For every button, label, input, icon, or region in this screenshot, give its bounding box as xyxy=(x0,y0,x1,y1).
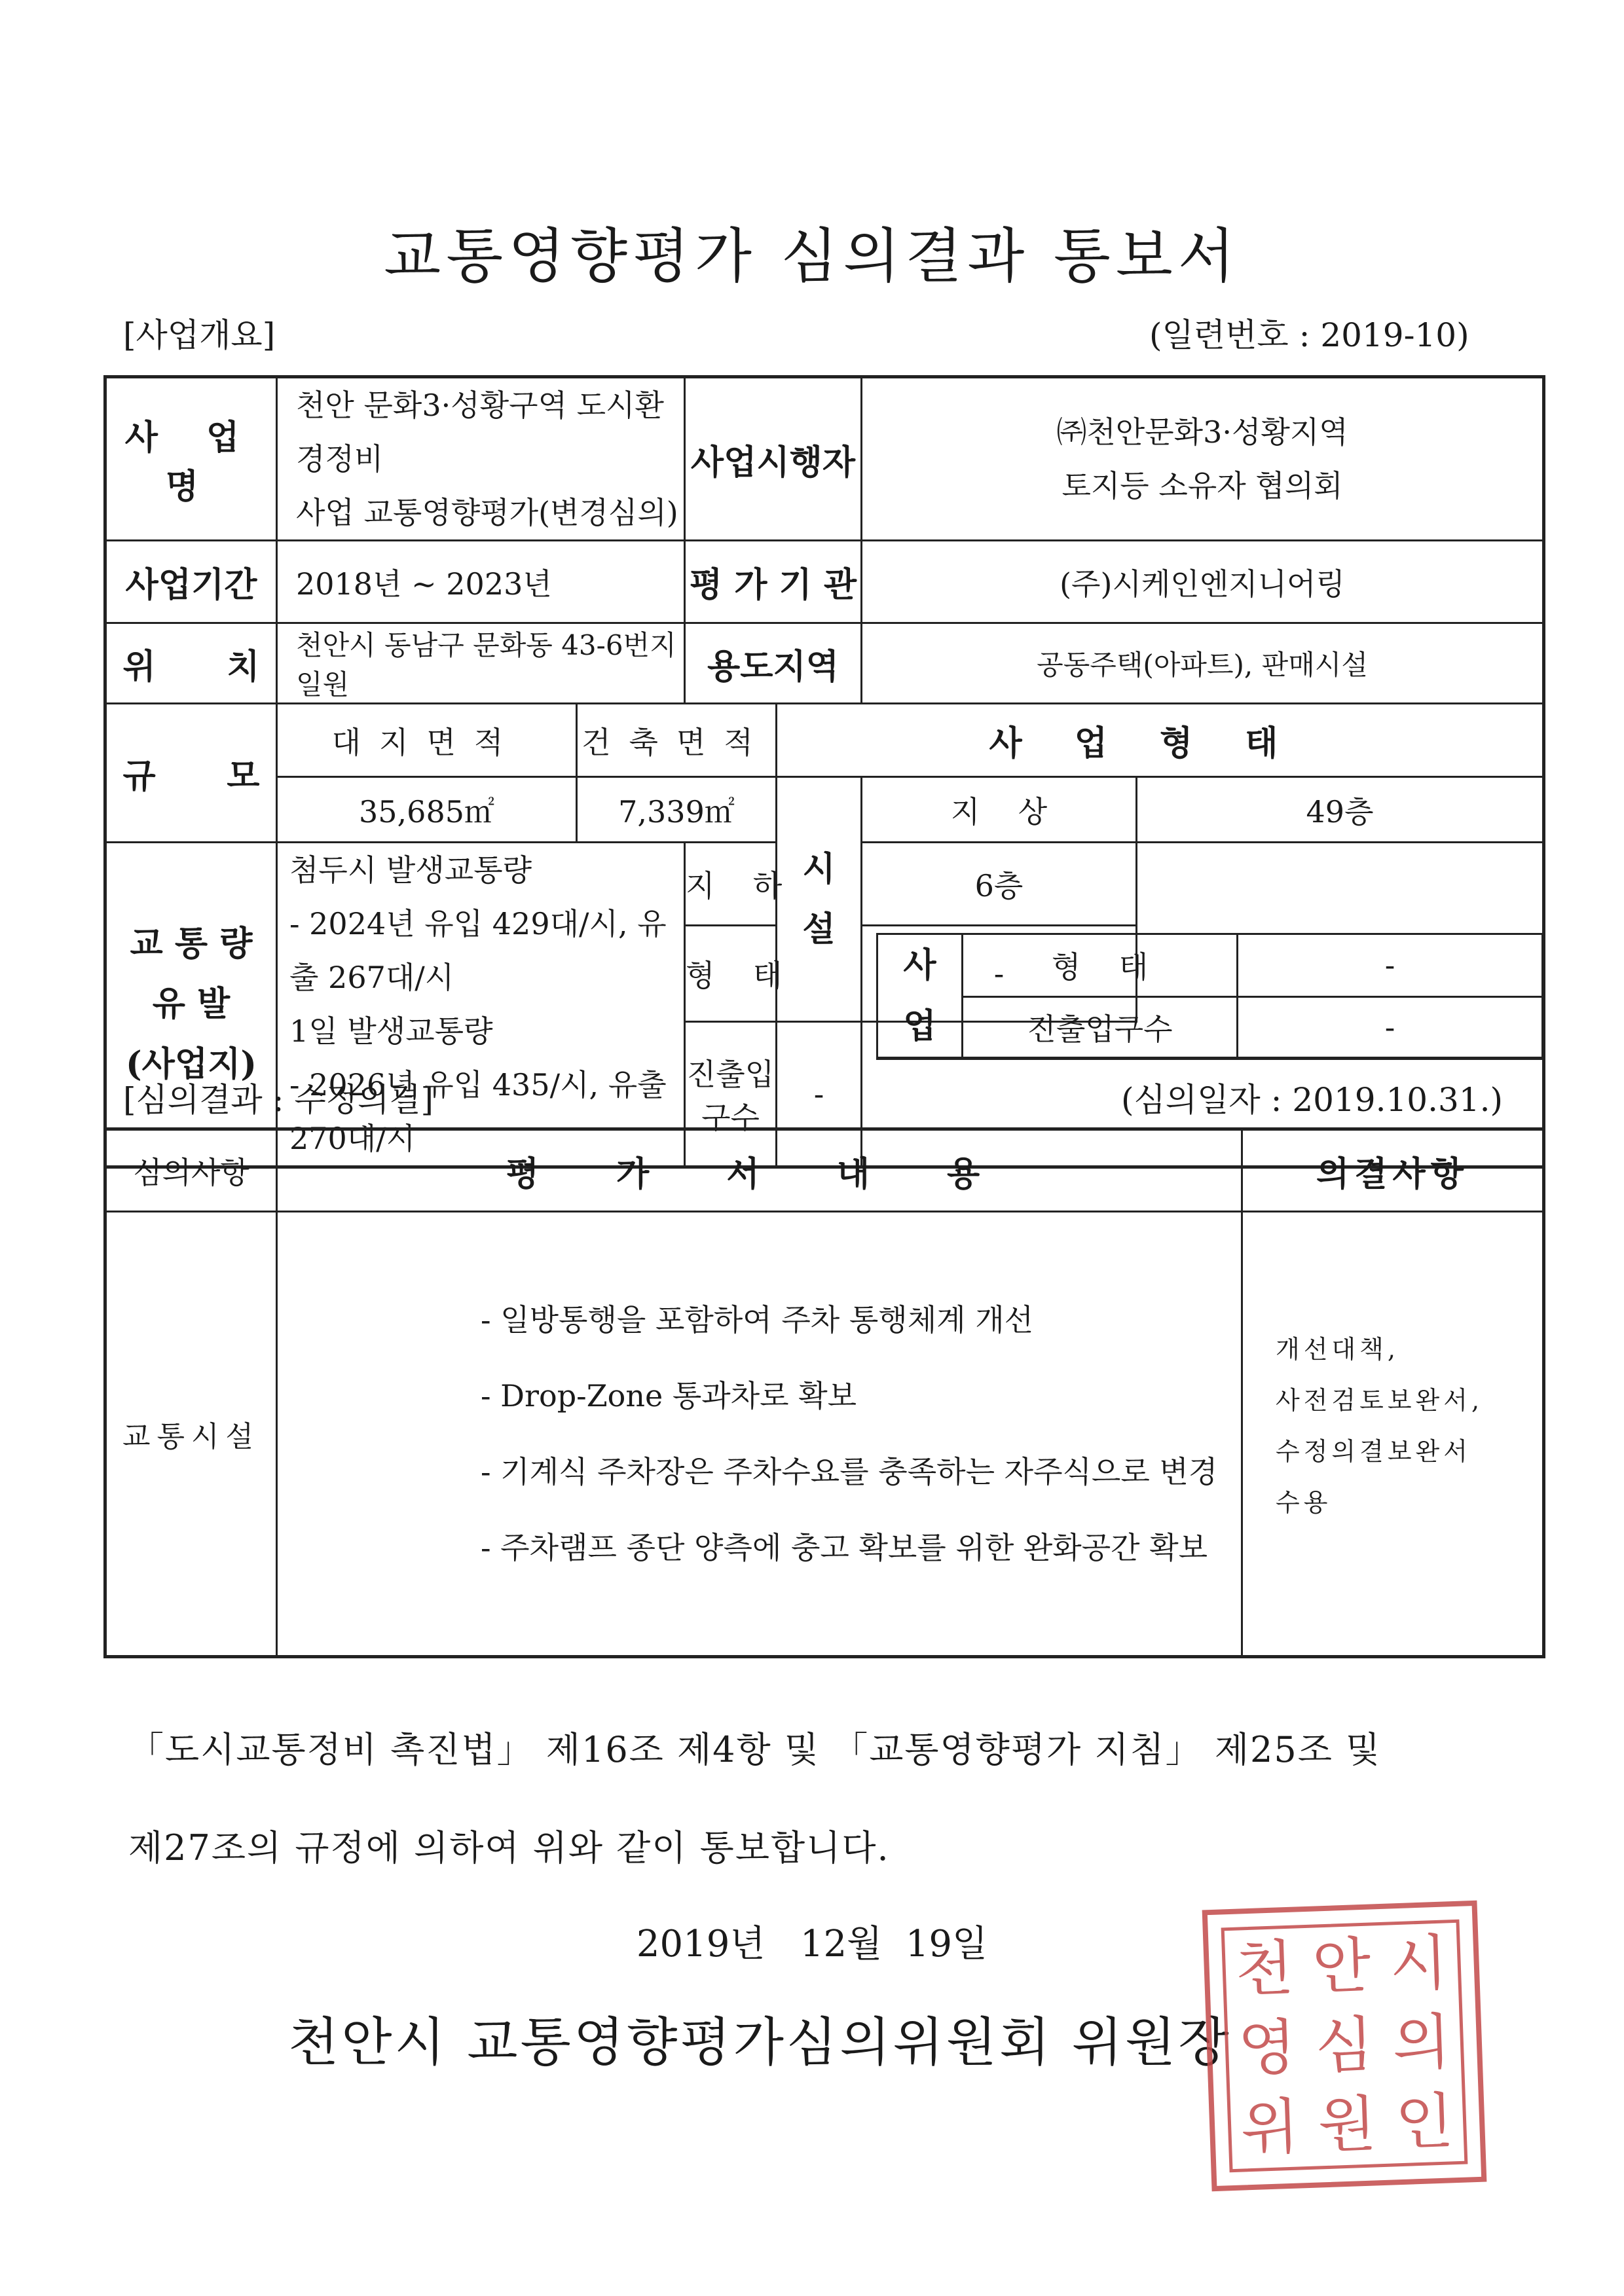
traffic-label-line: (사업지) xyxy=(126,1044,257,1084)
traffic-line: 첨두시 발생교통량 xyxy=(289,852,532,888)
project-name-line-1: 천안 문화3·성황구역 도시환경정비 xyxy=(296,388,664,477)
review-content-line: - 기계식 주차장은 주차수요를 충족하는 자주식으로 변경 xyxy=(481,1454,1218,1489)
traffic-line: - 2024년 유입 429대/시, 유출 267대/시 xyxy=(289,906,667,995)
result-line: 개선대책, xyxy=(1276,1335,1399,1364)
business-block xyxy=(876,933,1545,1060)
notice-date: 2019년 12월 19일 xyxy=(636,1923,988,1965)
scale-label: 규 모 xyxy=(105,704,277,843)
review-table xyxy=(103,1127,1545,1658)
facility-row-value: - xyxy=(777,1022,862,1167)
business-char-1: 사 xyxy=(903,945,936,985)
business-row-label: 진출입구수 xyxy=(963,996,1238,1059)
building-area-value: 7,339㎡ xyxy=(577,777,777,843)
seal-char: 안 xyxy=(1311,1930,1373,2003)
business-char-2: 업 xyxy=(903,1006,936,1046)
result-line: 수정의결보완서 xyxy=(1276,1437,1471,1466)
executor-label: 사업시행자 xyxy=(685,377,862,541)
business-row-value: - xyxy=(1238,934,1543,997)
seal-char: 위 xyxy=(1240,2091,1301,2164)
traffic-label-line: 교 통 량 xyxy=(130,924,253,964)
col-content-header: 평 가 서 내 용 xyxy=(277,1129,1242,1212)
executor-line-2: 토지등 소유자 협의회 xyxy=(1061,468,1343,503)
result-line: 사전검토보완서, xyxy=(1276,1386,1484,1415)
review-result xyxy=(1242,1212,1544,1657)
facility-char-2: 설 xyxy=(802,909,836,949)
agency-label: 평 가 기 관 xyxy=(685,541,862,623)
traffic-label-line: 유 발 xyxy=(152,984,231,1024)
seal-char: 심 xyxy=(1314,2009,1375,2082)
zone-label: 용도지역 xyxy=(685,623,862,704)
facility-row-label: 진출입구수 xyxy=(685,1022,777,1167)
facility-row-value: - xyxy=(862,926,1137,1022)
seal-char: 천 xyxy=(1234,1933,1295,2005)
business-row-value: - xyxy=(1238,996,1543,1059)
period-label: 사업기간 xyxy=(105,541,277,623)
project-name-line-2: 사업 교통영향평가(변경심의) xyxy=(296,495,678,530)
overview-label: [사업개요] xyxy=(123,316,276,354)
business-label xyxy=(877,934,963,1059)
review-content-line: - 주차램프 종단 양측에 충고 확보를 위한 완화공간 확보 xyxy=(481,1530,1208,1565)
facility-row-value: 6층 xyxy=(862,843,1137,926)
facility-label xyxy=(777,777,862,1022)
closing-line-2: 제27조의 규정에 의하여 위와 같이 통보합니다. xyxy=(128,1827,890,1868)
document-title: 교통영향평가 심의결과 통보서 xyxy=(384,222,1240,291)
seal-char: 시 xyxy=(1388,1927,1449,2000)
seal-char: 인 xyxy=(1393,2086,1455,2159)
facility-row-label: 지 상 xyxy=(862,777,1137,843)
agency-value: (주)시케인엔지니어링 xyxy=(862,541,1544,623)
building-area-label: 건축면적 xyxy=(577,704,777,777)
site-area-value: 35,685㎡ xyxy=(277,777,577,843)
review-content-line: - Drop-Zone 통과차로 확보 xyxy=(481,1378,857,1413)
serial-number: (일련번호 : 2019-10) xyxy=(1149,316,1469,354)
zone-value: 공동주택(아파트), 판매시설 xyxy=(862,623,1544,704)
col-result-header: 의결사항 xyxy=(1242,1129,1544,1212)
official-seal xyxy=(1202,1901,1487,2191)
col-item-header: 심의사항 xyxy=(105,1129,277,1212)
review-content xyxy=(277,1212,1242,1657)
facility-row-label: 형 태 xyxy=(685,926,777,1022)
project-name-label: 사 업 명 xyxy=(105,377,277,541)
seal-char: 의 xyxy=(1391,2007,1452,2079)
review-date: (심의일자 : 2019.10.31.) xyxy=(1121,1081,1504,1119)
site-area-label: 대지면적 xyxy=(277,704,577,777)
project-name-value xyxy=(277,377,685,541)
review-item: 교통시설 xyxy=(105,1212,277,1657)
seal-grid xyxy=(1221,1920,1468,2172)
facility-char-1: 시 xyxy=(802,848,836,889)
review-label: [심의결과 : 수정의결] xyxy=(123,1081,434,1119)
business-type-label: 사업형태 xyxy=(777,704,1544,777)
traffic-line: 1일 발생교통량 xyxy=(289,1013,493,1049)
business-row-label: 형 태 xyxy=(963,934,1238,997)
period-value: 2018년 ~ 2023년 xyxy=(277,541,685,623)
seal-char: 원 xyxy=(1316,2088,1378,2161)
executor-value xyxy=(862,377,1544,541)
location-label: 위 치 xyxy=(105,623,277,704)
traffic-line: - 2026년 유입 435/시, 유출 270대/시 xyxy=(289,1067,667,1156)
facility-row-label: 지 하 xyxy=(685,843,777,926)
executor-line-1: ㈜천안문화3·성황지역 xyxy=(1056,414,1348,450)
seal-char: 영 xyxy=(1236,2012,1298,2085)
signature: 천안시 교통영향평가심의위원회 위원장 xyxy=(288,2012,1232,2073)
result-line: 수용 xyxy=(1276,1488,1332,1517)
review-content-line: - 일방통행을 포함하여 주차 통행체계 개선 xyxy=(481,1302,1034,1338)
facility-row-value: 49층 xyxy=(1137,777,1544,843)
location-value: 천안시 동남구 문화동 43-6번지일원 xyxy=(277,623,685,704)
closing-line-1: 「도시교통정비 촉진법」 제16조 제4항 및 「교통영향평가 지침」 제25조 및 xyxy=(128,1729,1382,1770)
